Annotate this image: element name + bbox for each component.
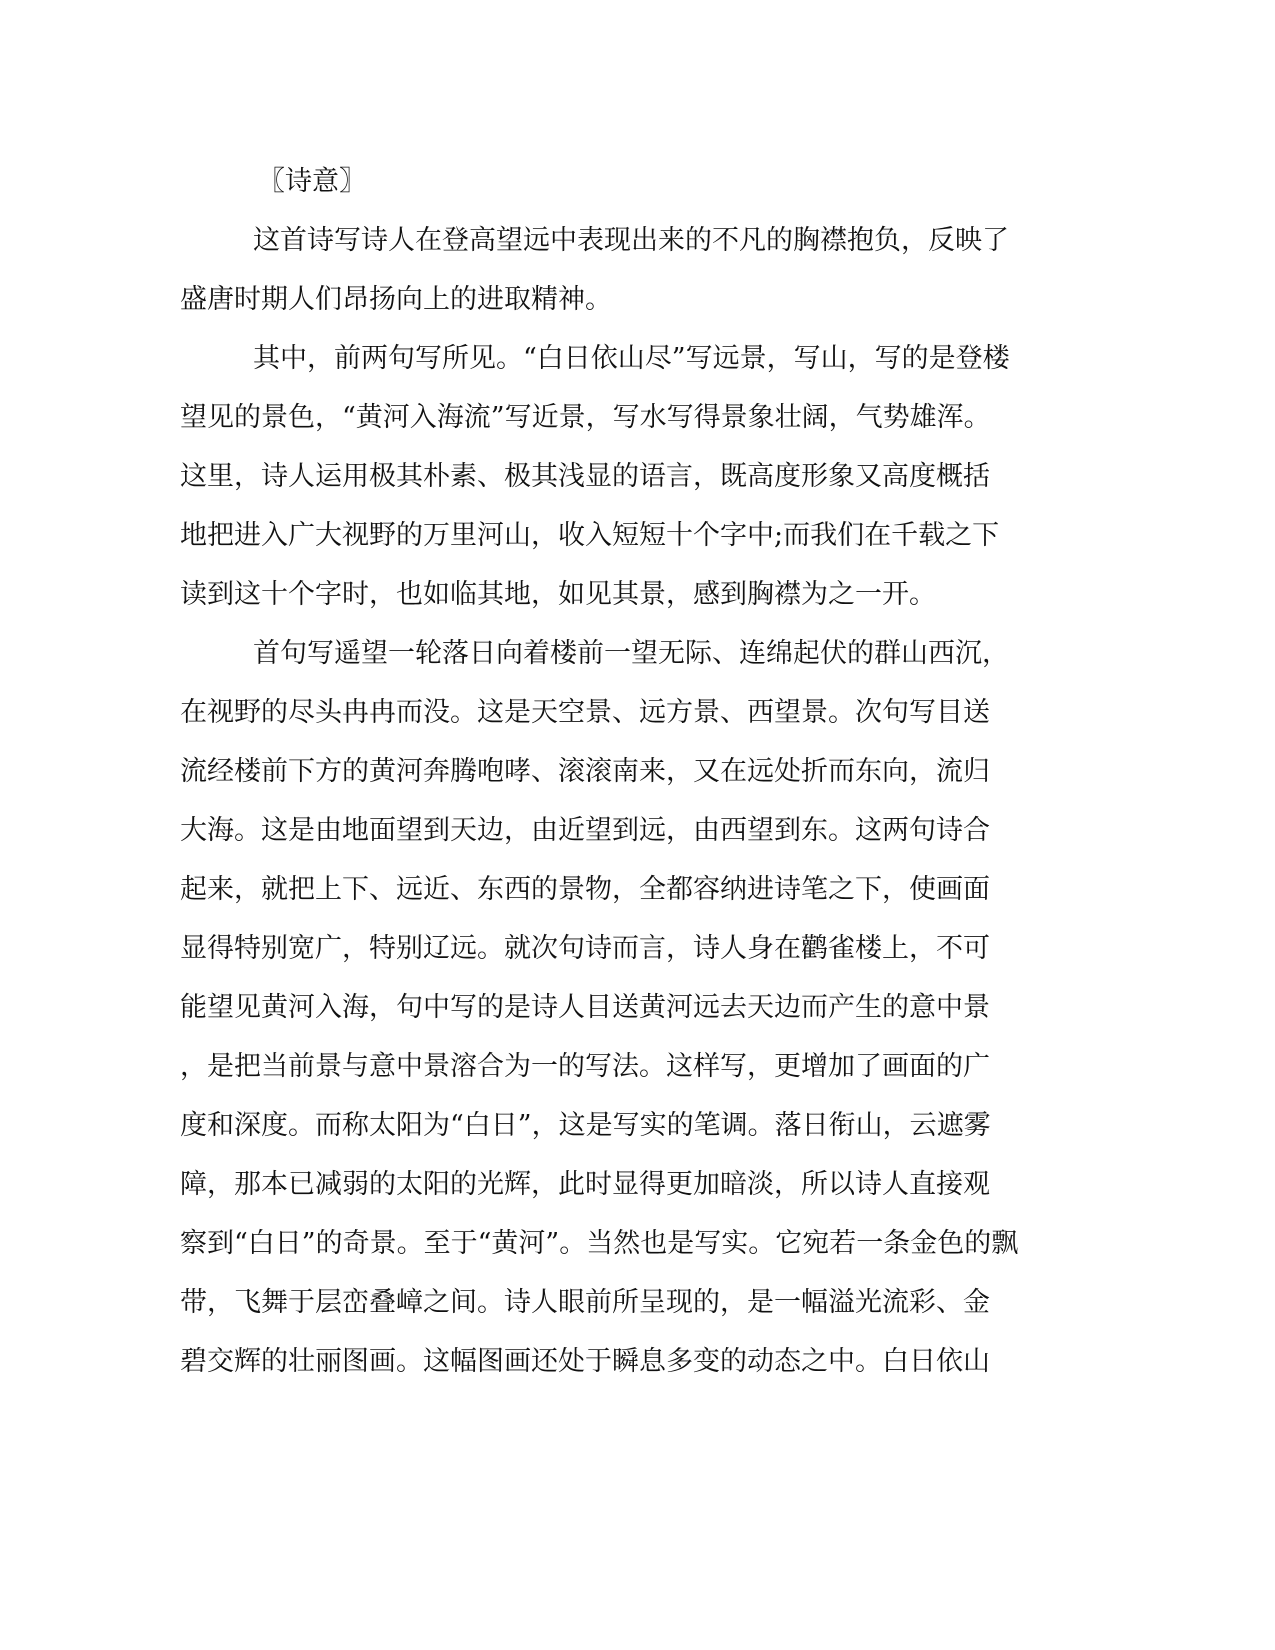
paragraph-line: 在视野的尽头冉冉而没。这是天空景、远方景、西望景。次句写目送 xyxy=(180,697,990,728)
paragraph-line: 首句写遥望一轮落日向着楼前一望无际、连绵起伏的群山西沉， xyxy=(253,638,1009,669)
paragraph-line: 度和深度。而称太阳为“白日”，这是写实的笔调。落日衔山，云遮雾 xyxy=(180,1110,991,1141)
paragraph-line: 显得特别宽广，特别辽远。就次句诗而言，诗人身在鹳雀楼上，不可 xyxy=(180,933,990,964)
paragraph-line: 能望见黄河入海，句中写的是诗人目送黄河远去天边而产生的意中景 xyxy=(180,992,990,1023)
paragraph-line: 带，飞舞于层峦叠嶂之间。诗人眼前所呈现的，是一幅溢光流彩、金 xyxy=(180,1287,990,1318)
paragraph-line: 碧交辉的壮丽图画。这幅图画还处于瞬息多变的动态之中。白日依山 xyxy=(180,1346,990,1377)
paragraph-line: 这首诗写诗人在登高望远中表现出来的不凡的胸襟抱负，反映了 xyxy=(253,225,1009,256)
paragraph-line: 流经楼前下方的黄河奔腾咆哮、滚滚南来，又在远处折而东向，流归 xyxy=(180,756,990,787)
paragraph-line: 其中，前两句写所见。“白日依山尽”写远景，写山，写的是登楼 xyxy=(253,343,1010,374)
section-heading: 〖诗意〗 xyxy=(258,166,366,197)
paragraph-line: 望见的景色，“黄河入海流”写近景，写水写得景象壮阔，气势雄浑。 xyxy=(180,402,991,433)
paragraph-line: ，是把当前景与意中景溶合为一的写法。这样写，更增加了画面的广 xyxy=(180,1051,990,1082)
paragraph-line: 盛唐时期人们昂扬向上的进取精神。 xyxy=(180,284,612,315)
paragraph-line: 大海。这是由地面望到天边，由近望到远，由西望到东。这两句诗合 xyxy=(180,815,990,846)
paragraph-line: 察到“白日”的奇景。至于“黄河”。当然也是写实。它宛若一条金色的飘 xyxy=(180,1228,1019,1259)
paragraph-line: 起来，就把上下、远近、东西的景物，全都容纳进诗笔之下，使画面 xyxy=(180,874,990,905)
paragraph-line: 地把进入广大视野的万里河山，收入短短十个字中;而我们在千载之下 xyxy=(180,520,1000,551)
paragraph-line: 障，那本已减弱的太阳的光辉，此时显得更加暗淡，所以诗人直接观 xyxy=(180,1169,990,1200)
paragraph-line: 读到这十个字时，也如临其地，如见其景，感到胸襟为之一开。 xyxy=(180,579,936,610)
paragraph-line: 这里，诗人运用极其朴素、极其浅显的语言，既高度形象又高度概括 xyxy=(180,461,990,492)
